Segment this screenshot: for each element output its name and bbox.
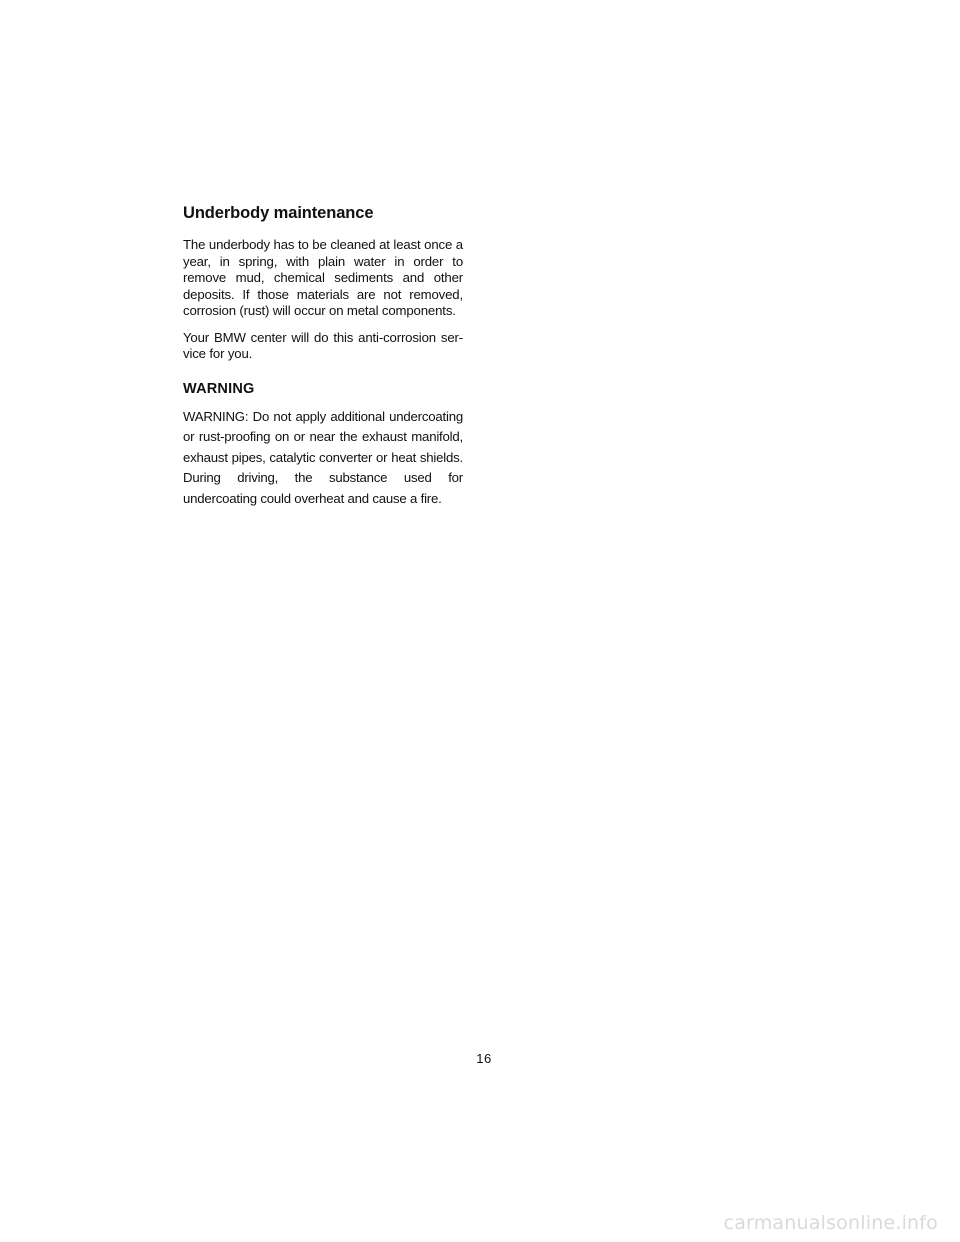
section-title: Underbody maintenance (183, 204, 374, 222)
paragraph-underbody-cleaning: The underbody has to be cleaned at least once a year, in spring, with plain water in order to remove mud, chemical sediments and other deposits. If those materials are not removed, corrosion (rust) will occur on metal components. (183, 237, 463, 318)
main-content (183, 204, 463, 509)
paragraph-bmw-center: Your BMW center will do this anti-corrosion ser-vice for you. (183, 329, 463, 361)
warning-text: WARNING: Do not apply additional undercoating or rust-proofing on or near the exhaust manifold, exhaust pipes, catalytic converter or heat shields. During driving, the substance used for undercoating could overheat and cause a fire. (183, 408, 463, 506)
page-number: 16 (476, 1051, 492, 1066)
watermark: carmanualsonline.info (723, 1212, 938, 1234)
warning-title: WARNING (183, 380, 255, 397)
